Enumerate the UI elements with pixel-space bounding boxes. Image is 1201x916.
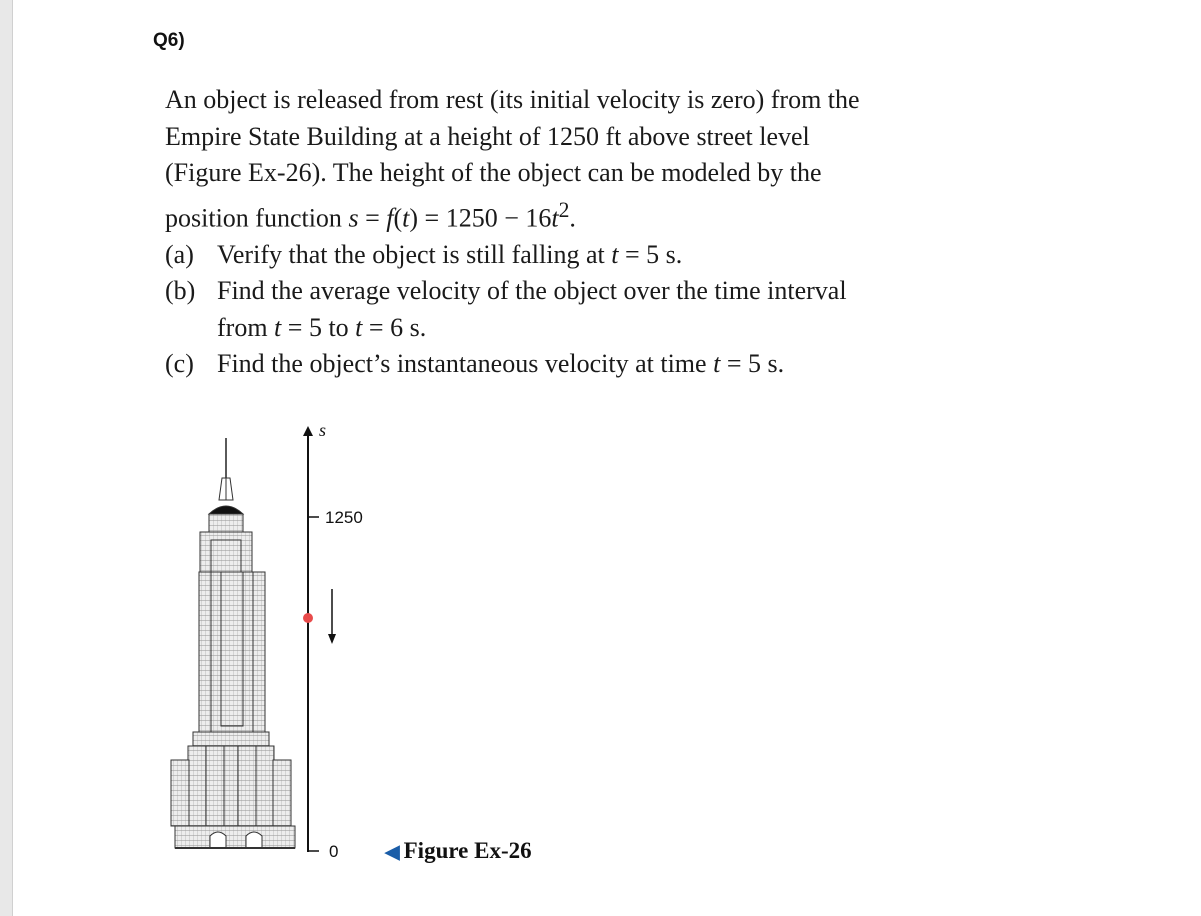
part-c-var-t: t — [713, 349, 721, 379]
intro-formula: ) = 1250 − 16 — [409, 203, 552, 233]
part-b-var-t1: t — [274, 312, 282, 342]
part-a-value: = 5 s. — [618, 239, 683, 269]
intro-period: . — [569, 203, 576, 233]
var-t: t — [402, 203, 410, 233]
part-b-var-t2: t — [355, 312, 363, 342]
intro-eq: = — [358, 203, 387, 233]
var-t-squared: t — [551, 203, 559, 233]
part-c-label: (c) — [165, 349, 194, 379]
part-a-label: (a) — [165, 239, 194, 269]
intro-text: An object is released from rest (its initial velocity is zero) from the Empire State Building at a height of 1250 ft above street level (Figure Ex-26). The height of the object can be modeled by the position function — [165, 85, 860, 233]
part-a-text: Verify that the object is still falling at — [217, 239, 612, 269]
document-page — [12, 0, 1201, 916]
down-arrow-icon — [328, 634, 336, 644]
part-b-value: = 6 s. — [362, 312, 427, 342]
caption-text: Figure Ex-26 — [403, 838, 532, 863]
var-f: f — [386, 203, 394, 233]
vertical-axis — [303, 420, 363, 861]
part-b-text: Find the average velocity of the object over the time interval from — [217, 276, 847, 342]
var-s: s — [348, 203, 359, 233]
figure-caption — [385, 838, 532, 864]
axis-arrow-up-icon — [303, 426, 313, 436]
figure-ex-26 — [13, 0, 1201, 916]
part-a-var-t: t — [611, 239, 619, 269]
intro-paren: ( — [393, 203, 403, 233]
part-b-mid: = 5 to — [281, 312, 356, 342]
question-number: Q6) — [153, 30, 185, 51]
empire-state-building-icon — [171, 438, 295, 848]
tick-top-label: 1250 — [325, 508, 363, 527]
falling-object-dot — [303, 613, 313, 623]
part-b-label: (b) — [165, 276, 196, 306]
part-c-text: Find the object’s instantaneous velocity at time — [217, 349, 714, 379]
tick-bottom-label: 0 — [329, 842, 339, 861]
left-triangle-icon: ◀ — [385, 842, 400, 863]
part-c-value: = 5 s. — [720, 349, 785, 379]
exponent: 2 — [558, 197, 570, 222]
axis-label: s — [319, 420, 327, 440]
